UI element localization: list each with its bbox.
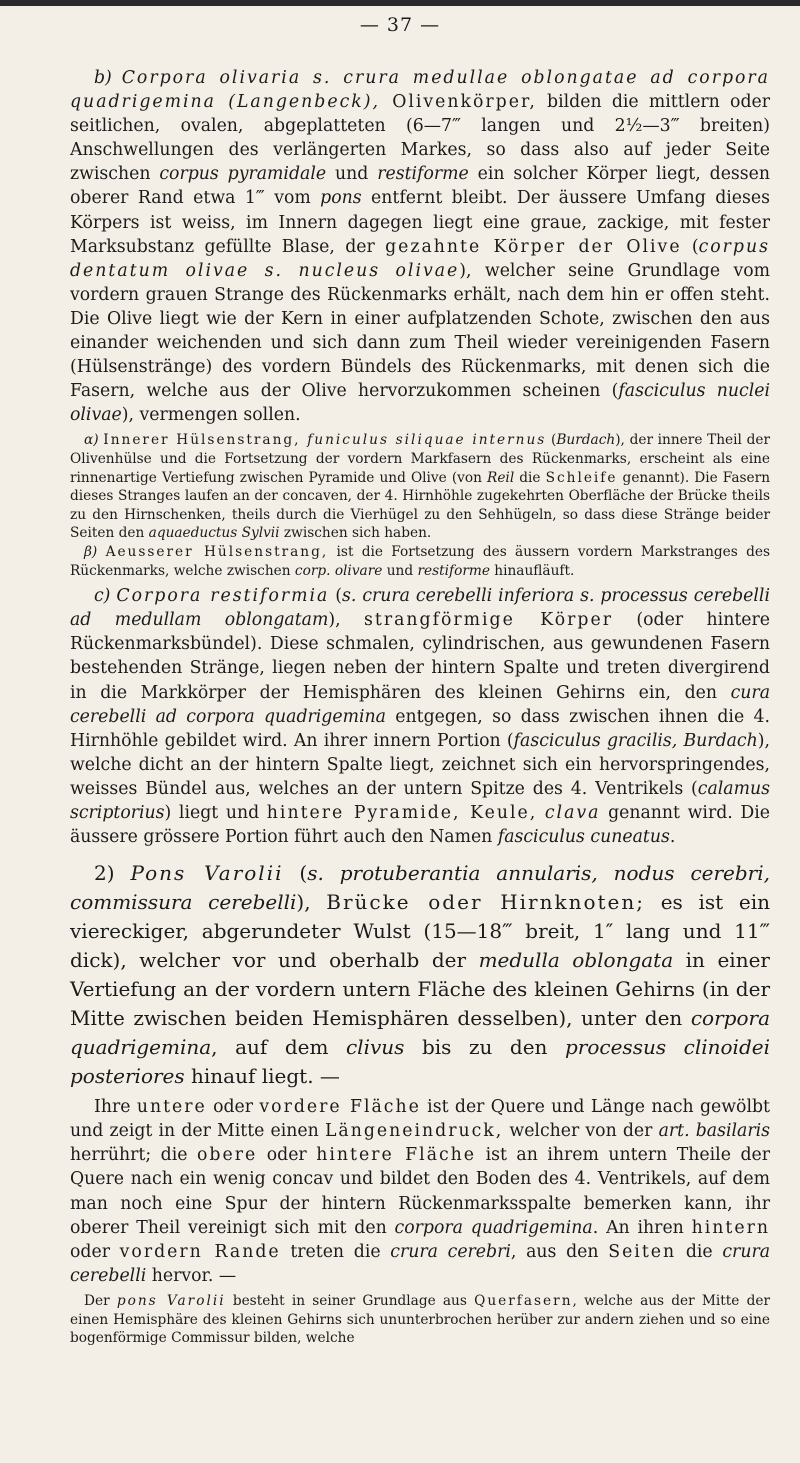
- alpha-name: Innerer Hülsenstrang,: [103, 432, 301, 449]
- alpha-text5: zwischen sich haben.: [279, 525, 432, 542]
- p3-text0: Ihre: [94, 1097, 137, 1118]
- b-text4: entfernt bleibt. Der äussere Umfang dieses Körpers ist weiss, im Innern dagegen liegt eine graue, zackige, mit fester Marksubstanz gefüllte Blase, der: [70, 188, 770, 257]
- two-title: Pons Varolii: [130, 861, 284, 886]
- alpha-funic: funiculus siliquae internus: [300, 432, 547, 449]
- b-text7: ), vermengen sollen.: [121, 405, 301, 426]
- b-fasc: fasciculus nuclei olivae: [70, 381, 770, 426]
- p3-text6: ist an ihrem untern Theile der Quere nach ein wenig concav und bildet den Boden des 4. Ventrikels, auf dem man noch eine Spur der hintern Rückenmarksspalte bemerken kann, ihr oberer Theil vereinigt sich mit den: [70, 1145, 770, 1238]
- section-beta: [70, 543, 770, 580]
- b-text5: (: [681, 236, 699, 257]
- p3-obere: obere: [197, 1145, 258, 1166]
- p3-text1: oder: [206, 1097, 260, 1118]
- c-name: strangförmige Körper: [364, 610, 613, 631]
- alpha-text3: die: [514, 469, 546, 486]
- text-column: [70, 66, 770, 1348]
- p3-text5: oder: [257, 1145, 317, 1166]
- p3-hintere: hintere Fläche: [316, 1145, 477, 1166]
- b-corpus-dent: corpus dentatum olivae s. nucleus olivae: [70, 236, 770, 281]
- p3-crura-cbl: crura cerebelli: [70, 1241, 771, 1286]
- b-name: Olivenkörper,: [379, 92, 537, 113]
- p3-untere: untere: [136, 1097, 207, 1118]
- p3-text10: , aus den: [510, 1241, 609, 1262]
- p3-vordern: vordern Rande: [119, 1241, 281, 1262]
- c-text3: entgegen, so dass zwischen ihnen die 4. Hirnhöhle gebildet wird. An ihrer innern Portion (: [70, 706, 770, 751]
- p3-corp-quad: corpora quadrigemina: [394, 1217, 593, 1238]
- p3-text8: oder: [70, 1241, 120, 1262]
- p3-vordere: vordere Fläche: [259, 1097, 421, 1118]
- p3-art: art. basilaris: [658, 1121, 770, 1142]
- page-number: — 37 —: [359, 14, 441, 36]
- beta-text1: ist die Fortsetzung des äussern vordern Markstranges des Rückenmarks, welche zwischen: [70, 543, 770, 579]
- two-text4: , auf dem: [211, 1035, 346, 1060]
- b-title: Corpora olivaria s. crura medullae oblongatae ad corpora quadrigemina (Langenbeck),: [70, 68, 770, 113]
- p3-text4: herrührt; die: [70, 1145, 198, 1166]
- top-rule: [0, 0, 800, 6]
- p3-laengen: Längeneindruck,: [324, 1121, 504, 1142]
- alpha-aqua: aquaeductus Sylvii: [148, 525, 280, 542]
- alpha-reil: Reil: [487, 469, 515, 486]
- beta-restif: restiforme: [417, 562, 490, 579]
- b-text6: ), welcher seine Grundlage vom vordern grauen Strange des Rückenmarks erhält, nach dem hin er offen steht. Die Olive liegt wie der Kern in einer aufplatzenden Schote, zwischen den aus einander weichenden und sich dann zum Theil wieder vereinigenden Fasern (Hülsenstränge) des vordern Bündels des Rückenmarks, mit denen sich die Fasern, welche aus der Olive hervorzukommen scheinen (: [70, 260, 770, 402]
- b-restiforme: restiforme: [377, 164, 469, 185]
- p4-quer: Querfasern: [474, 1292, 573, 1309]
- p3-text11: die: [676, 1241, 723, 1262]
- two-name: Brücke oder Hirnknoten;: [326, 890, 646, 915]
- alpha-burdach: Burdach: [556, 432, 616, 449]
- p3-text3: welcher von der: [503, 1121, 659, 1142]
- two-latin: s. protuberantia annularis, nodus cerebri, commissura cerebelli: [70, 861, 770, 915]
- beta-name: Aeusserer Hülsenstrang,: [105, 543, 329, 560]
- c-text0: (: [329, 586, 343, 607]
- b-corpus-pyr: corpus pyramidale: [159, 164, 327, 185]
- c-clava: clava: [544, 803, 601, 823]
- b-gez: gezahnte Körper der Olive: [385, 236, 682, 257]
- p4-pons: pons Varolii: [116, 1292, 226, 1309]
- two-text5: bis zu den: [404, 1035, 565, 1060]
- b-text1: bilden die mittlern oder seitlichen, ovalen, abgeplatteten (6—7‴ langen und 2½—3‴ breiten) Anschwellungen des verlängerten Markes, so dass also auf jeder Seite zwischen: [70, 92, 770, 185]
- section-2: [70, 859, 770, 1091]
- section-b: [70, 66, 770, 427]
- p3-crura-cer: crura cerebri: [390, 1241, 511, 1262]
- two-text6: hinauf liegt. —: [184, 1064, 340, 1089]
- two-medulla: medulla oblongata: [478, 948, 674, 973]
- p3-text7: . An ihren: [592, 1217, 692, 1238]
- c-latin1: s. crura cerebelli inferiora s. processus cerebelli ad medullam oblongatam: [70, 586, 770, 631]
- p4-text1: besteht in seiner Grundlage aus: [225, 1292, 475, 1309]
- beta-text2: und: [382, 562, 418, 579]
- alpha-marker: α): [84, 432, 104, 449]
- c-cuneatus: fasciculus cuneatus: [497, 827, 670, 848]
- p3-text2: ist der Quere und Länge nach gewölbt und zeigt in der Mitte einen: [70, 1097, 770, 1142]
- c-title: Corpora restiformia: [116, 586, 330, 607]
- two-proc: processus clinoidei posteriores: [70, 1035, 770, 1089]
- c-text5: ) liegt und: [164, 803, 267, 823]
- beta-text3: hinaufläuft.: [489, 562, 575, 579]
- two-marker: 2): [94, 861, 131, 886]
- p4-text2: , welche aus der Mitte der einen Hemisphäre des kleinen Gehirns sich ununterbrochen herüber zur andern ziehen und so eine bogenförmige Commissur bilden, welche: [70, 1292, 771, 1347]
- c-pyr: hintere Pyramide, Keule,: [266, 803, 538, 823]
- p3-hinten: hintern: [691, 1217, 770, 1238]
- two-quad: corpora quadrigemina: [70, 1006, 770, 1060]
- b-text2: und: [326, 164, 378, 185]
- alpha-text2: ), der innere Theil der Olivenhülse und die Fortsetzung der vordern Markfasern des Rückenmarks, erscheint als eine rinnenartige Vertiefung zwischen Pyramide und Olive (von: [70, 432, 770, 486]
- c-text7: genannt wird. Die äussere grössere Portion führt auch den Namen: [70, 803, 770, 848]
- p4-text0: Der: [84, 1292, 117, 1309]
- c-text1: ),: [328, 610, 365, 631]
- b-marker: b): [94, 68, 122, 88]
- p3-text12: hervor. —: [146, 1265, 237, 1286]
- b-pons: pons: [320, 188, 362, 209]
- c-text4: ), welche dicht an der hintern Spalte liegt, zeichnet sich ein hervorspringendes, weisses Bündel aus, welches an der untern Spitze des 4. Ventrikels (: [70, 730, 770, 799]
- two-text0: (: [283, 861, 308, 886]
- c-text2: (oder hintere Rückenmarksbündel). Diese schmalen, cylindrischen, aus gewundenen Fasern bestehenden Stränge, liegen neben der hintern Spalte und treten divergirend in die Markkörper der Hemisphären des kleinen Gehirns ein, den: [70, 610, 770, 703]
- two-clivus: clivus: [345, 1035, 405, 1060]
- paragraph-pons-bau: [70, 1292, 770, 1348]
- two-text1: ),: [296, 890, 327, 915]
- c-calamus: calamus scriptorius: [70, 778, 770, 823]
- p3-seiten: Seiten: [608, 1241, 677, 1262]
- beta-marker: β): [84, 543, 106, 560]
- alpha-schleife: Schleife: [545, 469, 618, 486]
- p3-text9: treten die: [280, 1241, 391, 1262]
- two-text3: in einer Vertiefung an der vordern untern Fläche des kleinen Gehirns (in der Mitte zwischen beiden Hemisphären desselben), unter den: [70, 948, 770, 1031]
- beta-corp-oliv: corp. olivare: [294, 562, 383, 579]
- c-text8: .: [669, 827, 676, 848]
- c-fasc-grac: fasciculus gracilis, Burdach: [513, 730, 758, 751]
- c-marker: c): [94, 586, 117, 607]
- alpha-text1: (: [546, 432, 557, 449]
- alpha-text4: genannt). Die Fasern dieses Stranges laufen an der concaven, der 4. Hirnhöhle zugekehrten Oberfläche der Brücke theils zu den Hirnschenken, theils durch die Vierhügel zu den Sehhügeln, so dass diese Stränge beider Seiten den: [70, 469, 771, 542]
- two-text2: es ist ein viereckiger, abgerundeter Wulst (15—18‴ breit, 1″ lang und 11‴ dick), welcher vor und oberhalb der: [70, 890, 770, 973]
- c-cura: cura cerebelli ad corpora quadrigemina: [70, 682, 770, 727]
- section-c: [70, 584, 770, 849]
- b-text3: ein solcher Körper liegt, dessen oberer Rand etwa 1‴ vom: [70, 164, 771, 209]
- paragraph-flaeche: [70, 1095, 770, 1288]
- section-alpha: [70, 431, 770, 543]
- c-text6: [537, 803, 545, 823]
